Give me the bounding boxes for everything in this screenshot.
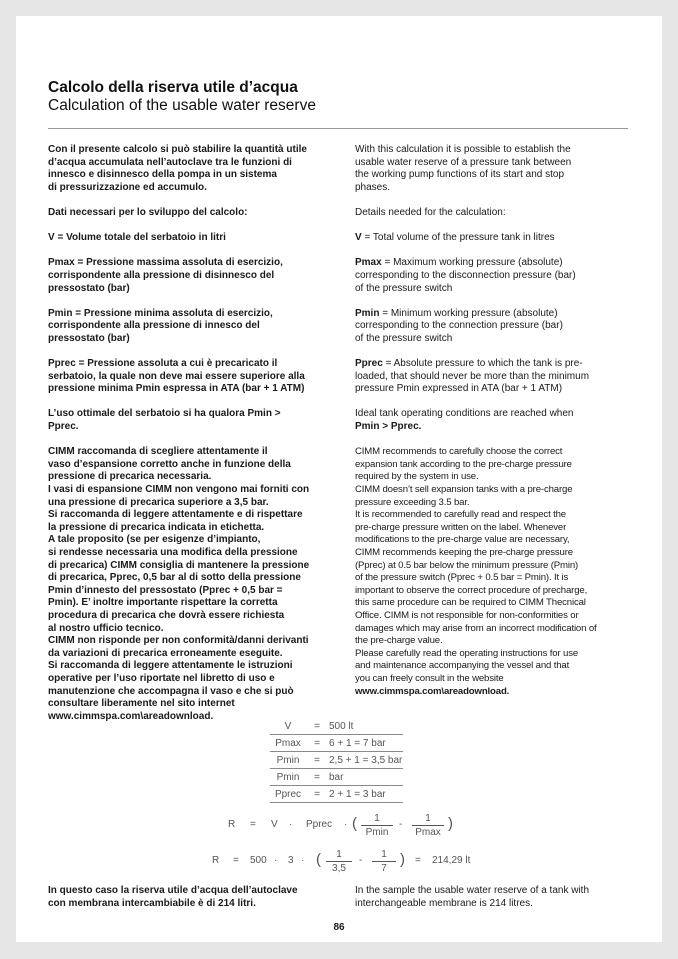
formula-v: V [271, 819, 278, 830]
it-pmin-term: Pmin [48, 307, 73, 319]
calc-left-paren: ( [316, 851, 321, 868]
table-row [270, 769, 403, 786]
en-intro: With this calculation it is possible to establish the usable water reserve of a pressure tank between the working pump functions of its start and stop phases. [355, 144, 572, 193]
en-data-needed: Details needed for the calculation: [355, 206, 506, 218]
formula-dot: · [289, 819, 293, 830]
calc-pprec: 3 [288, 855, 294, 866]
formula-fraction-pmin [361, 812, 393, 839]
calc-volume: 500 [250, 855, 267, 866]
param-key: Pmax [270, 735, 306, 752]
param-key: Pmin [270, 769, 306, 786]
param-key: Pmin [270, 752, 306, 769]
page-number: 86 [333, 922, 345, 933]
it-pmax-definition [48, 257, 330, 295]
fraction-denominator: 7 [372, 861, 396, 875]
it-pprec-term: Pprec [48, 358, 76, 370]
fraction-numerator: 1 [374, 813, 380, 824]
fraction-denominator: Pmin [361, 825, 393, 839]
it-optimal-condition [48, 408, 330, 433]
param-equals: = [306, 752, 328, 769]
calc-dot: · [274, 855, 278, 866]
title-divider [48, 128, 628, 129]
it-optimal-text: L’uso ottimale del serbatoio si ha qualora [48, 408, 248, 420]
it-pmax-term: Pmax [48, 257, 75, 269]
param-equals: = [306, 735, 328, 752]
page-title-italian: Calcolo della riserva utile d’acqua [48, 79, 298, 96]
calc-minus: - [359, 855, 363, 866]
en-pmax-text: = Maximum working pressure (absolute) corresponding to the disconnection pressure (bar) of the pressure switch [355, 257, 576, 294]
it-v-text: = Volume totale del serbatoio in litri [54, 232, 226, 244]
it-conclusion: In questo caso la riserva utile d’acqua dell’autoclave con membrana intercambiabile è di 214 litri. [48, 885, 298, 909]
it-pmin-definition [48, 308, 330, 346]
it-optimal-bold: Pmin > Pprec. [48, 408, 281, 433]
en-cimm-text: CIMM recommends to carefully choose the correct expansion tank according to the pre-charge pressure required by the system in use. CIMM doesn’t sell expansion tanks with a pre-charge pressure exceeding 3.5 bar. It is recommended to carefully read and respect the pre-charge pressure written on the label. Whenever modifications to the pre-charge value are necessary, CIMM recommends keeping the pre-charge pressure (Pprec) at 0.5 bar below the minimum pressure (Pmin) of the pressure switch (Pprec + 0.5 bar = Pmin). It is important to observe the correct procedure of precharge, this same procedure can be required to CIMM Thecnical Office. CIMM is not responsible for non-conformities or damages which may arise from an incorrect modification of the pre-charge value. Please carefully read the operating instructions for use and maintenance accompanying the vessel and that you can freely consult in the website [355, 446, 597, 684]
it-data-needed: Dati necessari per lo sviluppo del calcolo: [48, 206, 248, 218]
en-optimal-text: Ideal tank operating conditions are reached when [355, 408, 574, 420]
parameters-table [270, 718, 403, 803]
it-cimm-recommendation: CIMM raccomanda di scegliere attentamente il vaso d’espansione corretto anche in funzione della pressione di precarica necessaria. I vasi di espansione CIMM non vengono mai forniti con una pressione di precarica superiore a 3,5 bar. Si raccomanda di leggere attentamente e di rispettare la pressione di precarica indicata in etichetta. A tale proposito (se per esigenze d’impianto, si rendesse necessaria una modifica della pressione di precarica) CIMM consiglia di mantenere la pressione di precarica, Pprec, 0,5 bar al di sotto della pressione Pmin d’innesto del pressostato (Pprec + 0,5 bar = Pmin). E’ inoltre importante rispettare la corretta procedura di precarica che dovrà essere richiesta al nostro ufficio tecnico. CIMM non risponde per non conformità/danni derivanti da variazioni di precarica erroneamente eseguite. Si raccomanda di leggere attentamente le istruzioni operative per l’uso riportate nel libretto di uso e manutenzione che accompagna il vaso e che si può consultare liberamente nel sito internet www.cimmspa.com\areadownload. [48, 446, 310, 722]
formula-pprec: Pprec [306, 819, 333, 830]
en-pmax-definition [355, 257, 633, 295]
formula-dot: · [344, 819, 348, 830]
param-key: Pprec [270, 786, 306, 803]
table-row [270, 786, 403, 803]
en-pmin-text: = Minimum working pressure (absolute) corresponding to the connection pressure (bar) of the pressure switch [355, 307, 563, 344]
formula-left-paren: ( [352, 815, 357, 832]
it-pprec-definition [48, 358, 330, 396]
param-value: 2 + 1 = 3 bar [328, 786, 403, 803]
it-pmax-text: = Pressione massima assoluta di esercizio, corrispondente alla pressione di disinnesco del pressostato (bar) [48, 257, 283, 294]
en-v-definition [355, 232, 633, 245]
fraction-denominator: 3,5 [326, 861, 352, 875]
calc-equals: = [233, 855, 239, 866]
en-v-text: = Total volume of the pressure tank in litres [361, 232, 555, 244]
formula-right-paren: ) [448, 815, 453, 832]
formula-equals: = [250, 819, 256, 830]
it-v-term: V [48, 232, 55, 244]
it-pprec-text: = Pressione assoluta a cui è precaricato il serbatoio, la quale non deve mai essere superiore alla pressione minima Pmin espressa in ATA (bar + 1 ATM) [48, 358, 305, 395]
en-pprec-definition [355, 358, 633, 396]
param-value: 2,5 + 1 = 3,5 bar [328, 752, 403, 769]
param-value: 6 + 1 = 7 bar [328, 735, 403, 752]
it-pmin-text: = Pressione minima assoluta di esercizio, corrispondente alla pressione di innesco del pressostato (bar) [48, 307, 273, 344]
param-equals: = [306, 786, 328, 803]
page-title-english: Calculation of the usable water reserve [48, 97, 316, 114]
param-key: V [270, 718, 306, 735]
calc-r: R [212, 855, 220, 866]
en-optimal-bold: Pmin > Pprec. [355, 421, 422, 433]
formula-fraction-pmax [412, 812, 444, 839]
en-pmax-term: Pmax [355, 257, 382, 269]
en-pprec-term: Pprec [355, 358, 383, 370]
calc-dot: · [301, 855, 305, 866]
formula-minus: - [399, 819, 403, 830]
formula-r: R [228, 819, 236, 830]
calc-result: 214,29 lt [432, 855, 471, 866]
fraction-numerator: 1 [425, 813, 431, 824]
en-pprec-text: = Absolute pressure to which the tank is pre- loaded, that should never be more than the minimum pressure Pmin expressed in ATA (bar + 1 ATM) [355, 358, 590, 395]
fraction-numerator: 1 [336, 849, 342, 860]
calc-equals-result: = [415, 855, 421, 866]
en-conclusion: In the sample the usable water reserve of a tank with interchangeable membrane is 214 litres. [355, 885, 590, 909]
en-v-term: V [355, 232, 362, 244]
param-value: 500 lt [328, 718, 403, 735]
calc-right-paren: ) [400, 851, 405, 868]
table-row [270, 735, 403, 752]
en-cimm-recommendation [355, 446, 633, 698]
fraction-numerator: 1 [381, 849, 387, 860]
en-optimal-condition [355, 408, 633, 433]
english-column [355, 144, 633, 711]
table-row [270, 718, 403, 735]
calc-fraction-pmax [372, 848, 396, 875]
en-pmin-definition [355, 308, 633, 346]
param-equals: = [306, 769, 328, 786]
table-row [270, 752, 403, 769]
fraction-denominator: Pmax [412, 825, 444, 839]
it-intro: Con il presente calcolo si può stabilire la quantità utile d’acqua accumulata nell’autoclave tra le funzioni di innesco e disinnesco della pompa in un sistema di pressurizzazione ed accumulo. [48, 144, 307, 193]
en-pmin-term: Pmin [355, 307, 380, 319]
en-cimm-link: www.cimmspa.com\areadownload. [355, 685, 510, 697]
param-value: bar [328, 769, 403, 786]
it-v-definition [48, 232, 330, 245]
italian-column [48, 144, 330, 736]
calc-fraction-pmin [326, 848, 352, 875]
param-equals: = [306, 718, 328, 735]
